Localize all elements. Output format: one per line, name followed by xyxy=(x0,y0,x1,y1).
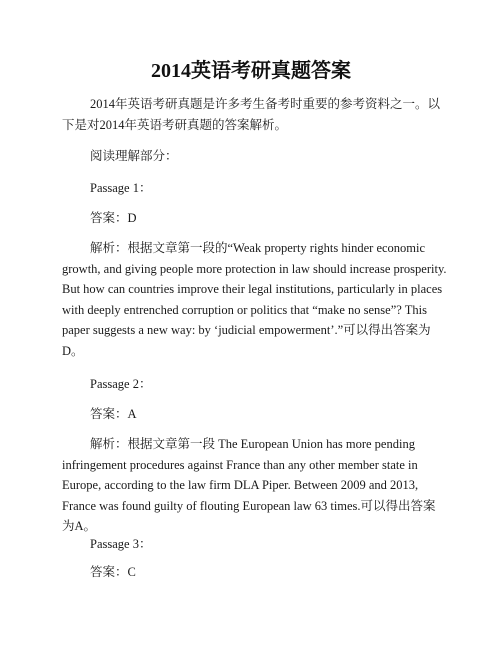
passage-1-analysis-text: 解析：根据文章第一段的“Weak property rights hinder economic growth, and giving people more protection in law should increase prosperity. But how can countries improve their legal institutions, particularly in places with deeply entrenched corruption or politics that “make no sense”? This paper suggests a new way: by ‘judicial empowerment’.”可以得出答案为D。 xyxy=(62,241,447,358)
passage-2-heading: Passage 2： xyxy=(90,377,152,391)
passage-1-analysis xyxy=(62,238,448,361)
passage-2-answer: 答案：A xyxy=(90,407,137,421)
intro-paragraph xyxy=(62,94,442,135)
passage-2-analysis xyxy=(62,434,448,537)
document-title: 2014英语考研真题答案 xyxy=(151,60,351,82)
passage-3-answer: 答案：C xyxy=(90,565,136,579)
passage-2-analysis-text: 解析：根据文章第一段 The European Union has more pending infringement procedures against France than any other member state in Europe, according to the law firm DLA Piper. Between 2009 and 2013, France was found guilty of flouting European law 63 times.可以得出答案为A。 xyxy=(62,437,436,533)
passage-1-heading: Passage 1： xyxy=(90,181,152,195)
intro-text: 2014年英语考研真题是许多考生备考时重要的参考资料之一。以下是对2014年英语考研真题的答案解析。 xyxy=(62,97,441,132)
passage-3-heading: Passage 3： xyxy=(90,537,152,551)
passage-1-answer: 答案：D xyxy=(90,211,137,225)
section-heading: 阅读理解部分： xyxy=(90,149,178,163)
